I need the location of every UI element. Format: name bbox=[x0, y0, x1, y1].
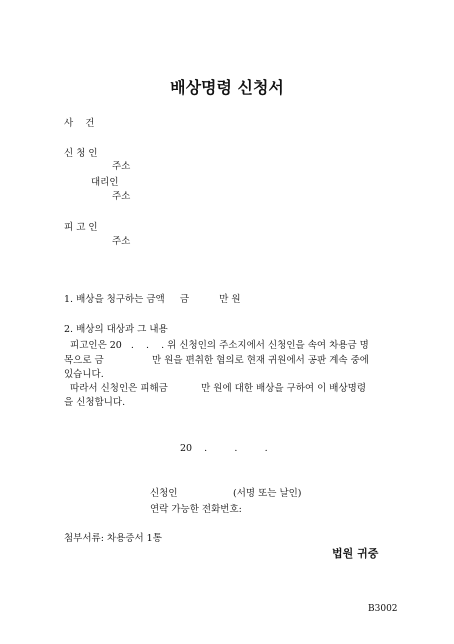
form-code: B3002 bbox=[368, 604, 398, 614]
date-line: 20 . . . bbox=[180, 443, 268, 454]
applicant-address-label: 주소 bbox=[112, 161, 131, 172]
contact-phone-label: 연락 가능한 전화번호: bbox=[150, 504, 242, 515]
case-label: 사 건 bbox=[64, 118, 95, 129]
court-addressee: 법원 귀중 bbox=[332, 547, 379, 560]
applicant-label: 신 청 인 bbox=[64, 148, 98, 159]
defendant-label: 피 고 인 bbox=[64, 222, 98, 233]
claim-amount-line: 1. 배상을 청구하는 금액 금 만 원 bbox=[64, 294, 241, 305]
body-line-5: 을 신청합니다. bbox=[64, 397, 126, 408]
body-line-4: 따라서 신청인은 피해금 만 원에 대한 배상을 구하여 이 배상명령 bbox=[64, 383, 367, 394]
attachments-line: 첨부서류: 차용증서 1통 bbox=[64, 533, 162, 544]
body-line-3: 있습니다. bbox=[64, 369, 104, 380]
signature-applicant: 신청인 bbox=[150, 488, 178, 499]
claim-subject-heading: 2. 배상의 대상과 그 내용 bbox=[64, 324, 168, 335]
agent-label: 대리인 bbox=[91, 177, 119, 188]
document-title: 배상명령 신청서 bbox=[170, 78, 284, 97]
defendant-address-label: 주소 bbox=[112, 236, 131, 247]
body-line-1: 피고인은 20 . . . 위 신청인의 주소지에서 신청인을 속여 차용금 명 bbox=[64, 340, 369, 351]
signature-note: (서명 또는 날인) bbox=[233, 488, 302, 499]
body-line-2: 목으로 금 만 원을 편취한 혐의로 현재 귀원에서 공판 계속 중에 bbox=[64, 355, 369, 366]
agent-address-label: 주소 bbox=[112, 191, 131, 202]
